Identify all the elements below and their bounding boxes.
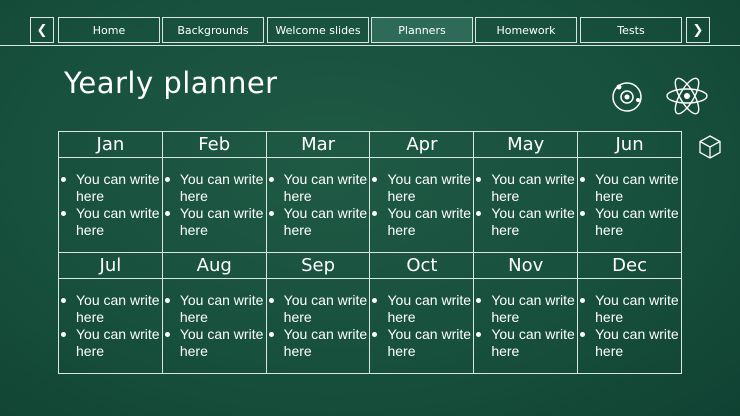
next-button[interactable] (686, 17, 710, 43)
nav-divider-line (0, 45, 740, 46)
tab-label: Backgrounds (177, 23, 249, 37)
note-item: You can write here (267, 205, 370, 239)
month-header-row (59, 253, 682, 279)
month-cell[interactable] (370, 279, 474, 374)
month-content-row (59, 279, 682, 374)
month-header: Oct (370, 253, 474, 279)
chevron-right-icon: ❯ (692, 22, 704, 38)
month-header: Sep (266, 253, 370, 279)
month-cell[interactable] (266, 158, 370, 253)
tab-tests[interactable] (580, 17, 682, 43)
note-item: You can write here (59, 326, 162, 360)
page-title: Yearly planner (64, 66, 278, 100)
note-item: You can write here (267, 171, 370, 205)
month-header: Jun (578, 132, 682, 158)
month-cell[interactable] (474, 158, 578, 253)
note-item: You can write here (370, 326, 473, 360)
month-header: Feb (162, 132, 266, 158)
note-item: You can write here (163, 171, 266, 205)
month-header: Jul (59, 253, 163, 279)
atom-icon (664, 72, 710, 120)
month-header: Aug (162, 253, 266, 279)
note-item: You can write here (163, 205, 266, 239)
tab-welcome-slides[interactable] (267, 17, 369, 43)
note-item: You can write here (578, 326, 681, 360)
note-item: You can write here (370, 292, 473, 326)
note-item: You can write here (59, 171, 162, 205)
prev-button[interactable] (30, 17, 54, 43)
chevron-left-icon: ❮ (36, 22, 48, 38)
month-cell[interactable] (162, 158, 266, 253)
month-cell[interactable] (59, 279, 163, 374)
note-item: You can write here (59, 205, 162, 239)
month-header-row (59, 132, 682, 158)
tab-homework[interactable] (475, 17, 577, 43)
note-item: You can write here (474, 171, 577, 205)
tab-label: Welcome slides (275, 23, 361, 37)
top-navigation (0, 0, 740, 48)
month-content-row (59, 158, 682, 253)
tab-backgrounds[interactable] (162, 17, 264, 43)
note-item: You can write here (578, 205, 681, 239)
note-item: You can write here (267, 326, 370, 360)
note-item: You can write here (163, 292, 266, 326)
tab-label: Tests (617, 23, 645, 37)
month-header: May (474, 132, 578, 158)
note-item: You can write here (59, 292, 162, 326)
tab-label: Home (92, 23, 126, 37)
month-cell[interactable] (474, 279, 578, 374)
month-header: Mar (266, 132, 370, 158)
tab-label: Planners (398, 23, 446, 37)
planet-orbit-icon (610, 80, 644, 114)
note-item: You can write here (163, 326, 266, 360)
note-item: You can write here (578, 171, 681, 205)
tab-planners[interactable] (371, 17, 473, 43)
month-header: Apr (370, 132, 474, 158)
month-header: Dec (578, 253, 682, 279)
note-item: You can write here (370, 171, 473, 205)
month-cell[interactable] (266, 279, 370, 374)
note-item: You can write here (474, 292, 577, 326)
month-cell[interactable] (578, 158, 682, 253)
note-item: You can write here (267, 292, 370, 326)
tab-label: Homework (496, 23, 556, 37)
month-header: Jan (59, 132, 163, 158)
cube-icon (697, 134, 723, 160)
month-cell[interactable] (162, 279, 266, 374)
month-cell[interactable] (59, 158, 163, 253)
month-header: Nov (474, 253, 578, 279)
note-item: You can write here (474, 326, 577, 360)
note-item: You can write here (474, 205, 577, 239)
note-item: You can write here (578, 292, 681, 326)
tab-home[interactable] (58, 17, 160, 43)
yearly-planner-table (58, 131, 682, 374)
note-item: You can write here (370, 205, 473, 239)
month-cell[interactable] (370, 158, 474, 253)
month-cell[interactable] (578, 279, 682, 374)
